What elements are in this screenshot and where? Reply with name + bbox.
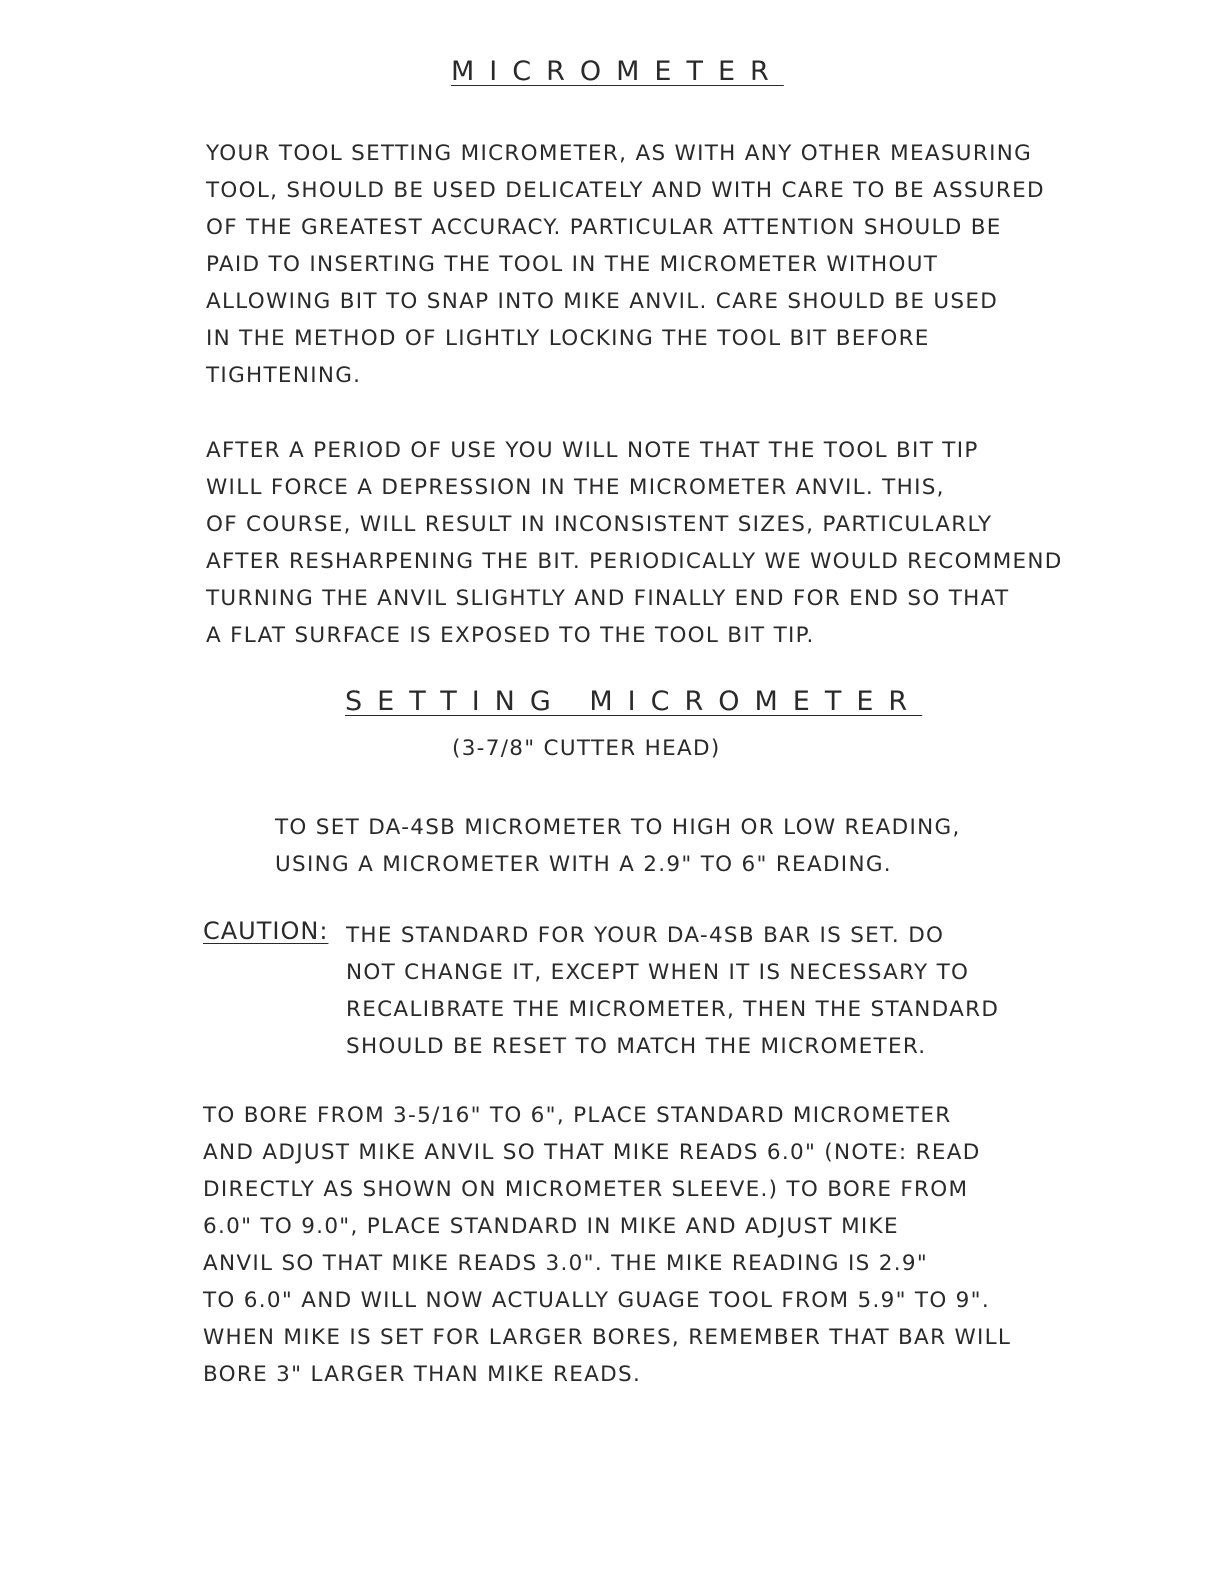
- text-line: TOOL, SHOULD BE USED DELICATELY AND WITH CARE TO BE ASSURED: [206, 178, 1045, 203]
- page-title: MICROMETER: [451, 56, 784, 87]
- text-line: AFTER A PERIOD OF USE YOU WILL NOTE THAT THE TOOL BIT TIP: [206, 438, 979, 463]
- caution-text: [346, 917, 999, 1065]
- text-line: WHEN MIKE IS SET FOR LARGER BORES, REMEMBER THAT BAR WILL: [203, 1325, 1012, 1350]
- text-line: THE STANDARD FOR YOUR DA-4SB BAR IS SET. DO: [346, 923, 945, 948]
- text-line: OF COURSE, WILL RESULT IN INCONSISTENT SIZES, PARTICULARLY: [206, 512, 993, 537]
- paragraph-bore-ranges: [203, 1097, 1011, 1393]
- text-line: TIGHTENING.: [206, 363, 362, 388]
- text-line: TO BORE FROM 3-5/16" TO 6", PLACE STANDARD MICROMETER: [203, 1103, 952, 1128]
- text-line: PAID TO INSERTING THE TOOL IN THE MICROMETER WITHOUT: [206, 252, 939, 277]
- text-line: ALLOWING BIT TO SNAP INTO MIKE ANVIL. CARE SHOULD BE USED: [206, 289, 999, 314]
- text-line: SHOULD BE RESET TO MATCH THE MICROMETER.: [346, 1034, 927, 1059]
- section-title: SETTING MICROMETER: [345, 686, 923, 717]
- text-line: OF THE GREATEST ACCURACY. PARTICULAR ATTENTION SHOULD BE: [206, 215, 1002, 240]
- paragraph-anvil-wear: [206, 432, 1063, 654]
- text-line: ANVIL SO THAT MIKE READS 3.0". THE MIKE READING IS 2.9": [203, 1251, 929, 1276]
- paragraph-setting-instructions: [275, 809, 961, 883]
- text-line: TURNING THE ANVIL SLIGHTLY AND FINALLY END FOR END SO THAT: [206, 586, 1010, 611]
- text-line: A FLAT SURFACE IS EXPOSED TO THE TOOL BIT TIP.: [206, 623, 815, 648]
- text-line: YOUR TOOL SETTING MICROMETER, AS WITH ANY OTHER MEASURING: [206, 141, 1033, 166]
- text-line: RECALIBRATE THE MICROMETER, THEN THE STANDARD: [346, 997, 1000, 1022]
- text-line: TO SET DA-4SB MICROMETER TO HIGH OR LOW READING,: [275, 815, 961, 840]
- text-line: DIRECTLY AS SHOWN ON MICROMETER SLEEVE.) TO BORE FROM: [203, 1177, 969, 1202]
- text-line: 6.0" TO 9.0", PLACE STANDARD IN MIKE AND ADJUST MIKE: [203, 1214, 899, 1239]
- paragraph-care-of-micrometer: [206, 135, 1045, 394]
- caution-label: CAUTION:: [203, 917, 329, 945]
- section-subtitle: (3-7/8" CUTTER HEAD): [452, 736, 721, 761]
- text-line: TO 6.0" AND WILL NOW ACTUALLY GUAGE TOOL FROM 5.9" TO 9".: [203, 1288, 990, 1313]
- text-line: USING A MICROMETER WITH A 2.9" TO 6" READING.: [275, 852, 892, 877]
- text-line: IN THE METHOD OF LIGHTLY LOCKING THE TOOL BIT BEFORE: [206, 326, 930, 351]
- text-line: NOT CHANGE IT, EXCEPT WHEN IT IS NECESSARY TO: [346, 960, 970, 985]
- text-line: WILL FORCE A DEPRESSION IN THE MICROMETER ANVIL. THIS,: [206, 475, 945, 500]
- text-line: AND ADJUST MIKE ANVIL SO THAT MIKE READS 6.0" (NOTE: READ: [203, 1140, 981, 1165]
- text-line: AFTER RESHARPENING THE BIT. PERIODICALLY WE WOULD RECOMMEND: [206, 549, 1063, 574]
- text-line: BORE 3" LARGER THAN MIKE READS.: [203, 1362, 642, 1387]
